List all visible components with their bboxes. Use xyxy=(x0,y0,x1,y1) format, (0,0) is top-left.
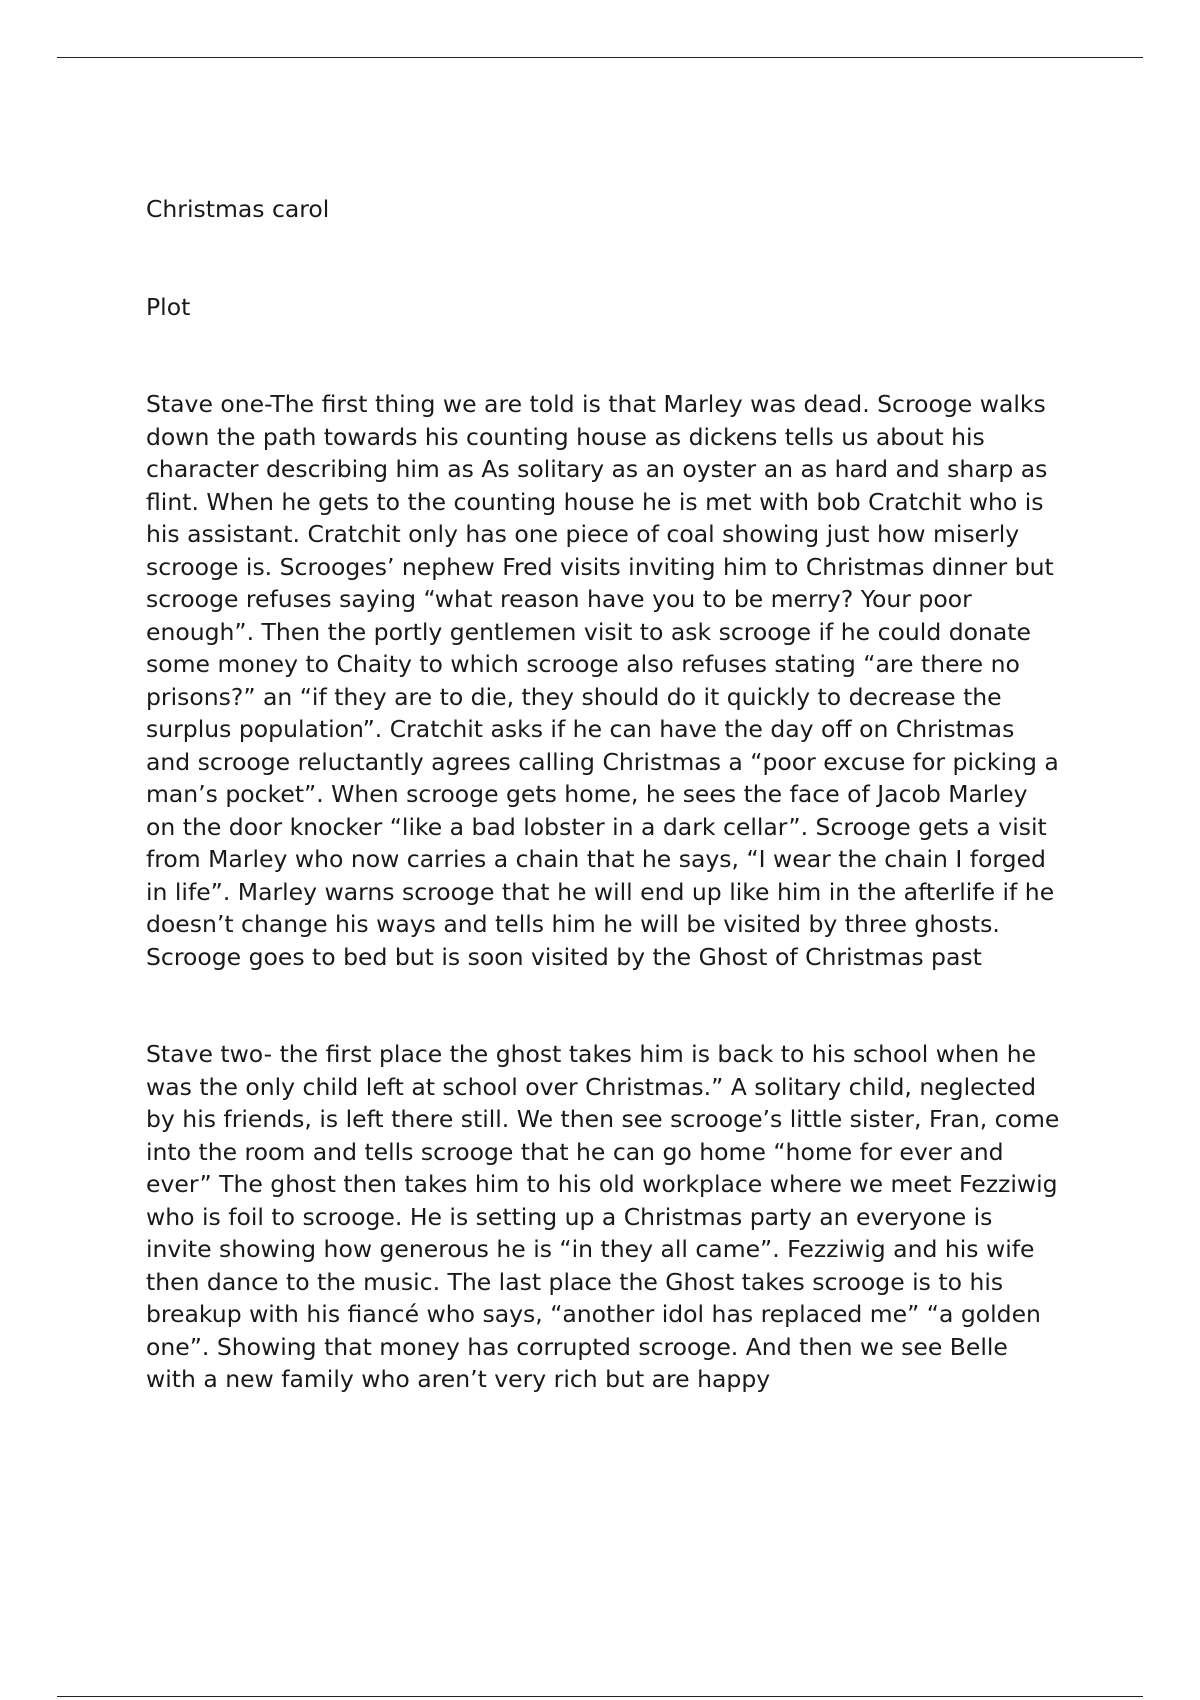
paragraph-line: scrooge is. Scrooges’ nephew Fred visits inviting him to Christmas dinner but xyxy=(146,552,1054,581)
paragraph-line: was the only child left at school over Christmas.” A solitary child, neglected xyxy=(146,1072,1037,1101)
paragraph-line: with a new family who aren’t very rich but are happy xyxy=(146,1365,771,1393)
paragraph-line: invite showing how generous he is “in they all came”. Fezziwig and his wife xyxy=(146,1235,1035,1263)
document-title: Christmas carol xyxy=(146,195,330,223)
paragraphs xyxy=(146,388,1096,1396)
paragraph-line: enough”. Then the portly gentlemen visit to ask scrooge if he could donate xyxy=(146,617,1031,646)
paragraph-line: his assistant. Cratchit only has one piece of coal showing just how miserly xyxy=(146,520,1020,548)
paragraph-line: and scrooge reluctantly agrees calling Christmas a “poor excuse for picking a xyxy=(146,747,1059,776)
section-heading-plot: Plot xyxy=(146,292,191,321)
paragraph-line: then dance to the music. The last place the Ghost takes scrooge is to his xyxy=(146,1267,1004,1296)
paragraph-1 xyxy=(146,388,1096,973)
paragraph-line: on the door knocker “like a bad lobster in a dark cellar”. Scrooge gets a visit xyxy=(146,812,1047,841)
document-body xyxy=(146,193,1096,1396)
paragraph-line: Stave one-The first thing we are told is that Marley was dead. Scrooge walks xyxy=(146,390,1046,418)
paragraph-line: breakup with his fiancé who says, “another idol has replaced me” “a golden xyxy=(146,1300,1041,1328)
paragraph-line: some money to Chaity to which scrooge also refuses stating “are there no xyxy=(146,650,1020,678)
paragraph-line: down the path towards his counting house as dickens tells us about his xyxy=(146,422,985,451)
paragraph-line: into the room and tells scrooge that he can go home “home for ever and xyxy=(146,1137,1004,1166)
paragraph-line: doesn’t change his ways and tells him he will be visited by three ghosts. xyxy=(146,910,1000,938)
paragraph-line: Scrooge goes to bed but is soon visited by the Ghost of Christmas past xyxy=(146,942,982,971)
paragraph-line: Stave two- the first place the ghost takes him is back to his school when he xyxy=(146,1040,1037,1068)
paragraph-2 xyxy=(146,1038,1096,1396)
paragraph-line: character describing him as As solitary as an oyster an as hard and sharp as xyxy=(146,455,1048,483)
paragraph-line: scrooge refuses saying “what reason have you to be merry? Your poor xyxy=(146,585,972,613)
paragraph-line: who is foil to scrooge. He is setting up a Christmas party an everyone is xyxy=(146,1202,993,1231)
paragraph-line: man’s pocket”. When scrooge gets home, he sees the face of Jacob Marley xyxy=(146,780,1028,808)
paragraph-line: from Marley who now carries a chain that he says, “I wear the chain I forged xyxy=(146,845,1046,873)
paragraph-line: one”. Showing that money has corrupted scrooge. And then we see Belle xyxy=(146,1332,1008,1361)
paragraph-line: flint. When he gets to the counting house he is met with bob Cratchit who is xyxy=(146,487,1044,516)
paragraph-line: prisons?” an “if they are to die, they should do it quickly to decrease the xyxy=(146,682,1002,711)
paragraph-line: in life”. Marley warns scrooge that he will end up like him in the afterlife if he xyxy=(146,877,1055,906)
paragraph-line: ever” The ghost then takes him to his old workplace where we meet Fezziwig xyxy=(146,1170,1058,1198)
paragraph-line: by his friends, is left there still. We then see scrooge’s little sister, Fran, come xyxy=(146,1105,1060,1133)
footer-rule xyxy=(57,1696,1143,1697)
paragraph-line: surplus population”. Cratchit asks if he can have the day off on Christmas xyxy=(146,715,1015,743)
header-rule xyxy=(57,57,1143,58)
